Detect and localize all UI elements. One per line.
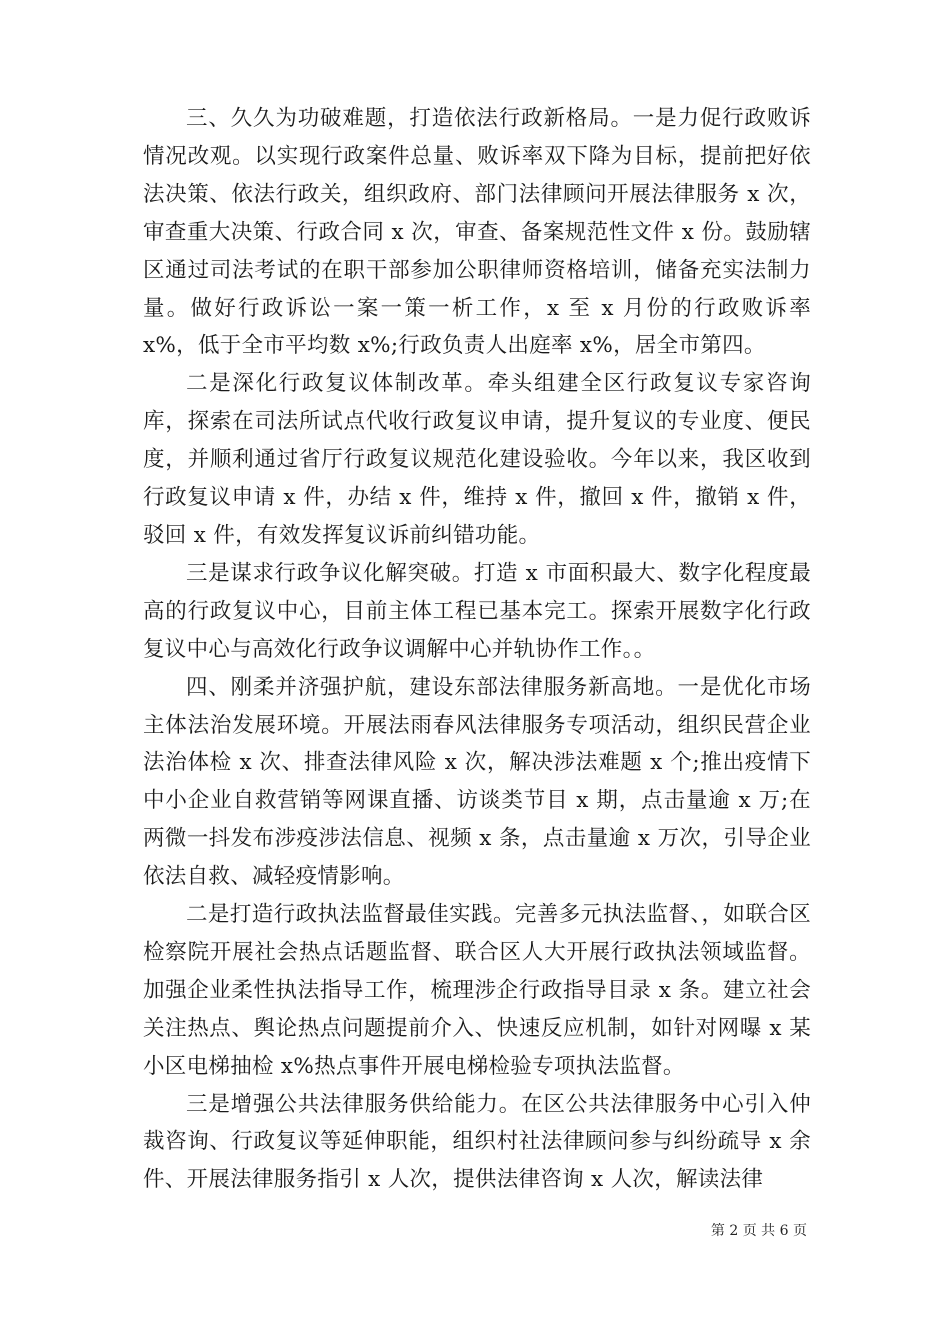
paragraph-6: 三是增强公共法律服务供给能力。在区公共法律服务中心引入仲裁咨询、行政复议等延伸职能，组织村社法律顾问参与纠纷疏导 x 余件、开展法律服务指引 x 人次，提供法律咨询 x 人次，解读法律	[143, 1091, 811, 1193]
paragraph-5: 二是打造行政执法监督最佳实践。完善多元执法监督、，如联合区检察院开展社会热点话题监督、联合区人大开展行政执法领域监督。加强企业柔性执法指导工作，梳理涉企行政指导目录 x 条。建立社会关注热点、舆论热点问题提前介入、快速反应机制，如针对网曝 x 某小区电梯抽检 x%热点事件开展电梯检验专项执法监督。	[143, 902, 811, 1079]
paragraph-2: 二是深化行政复议体制改革。牵头组建全区行政复议专家咨询库，探索在司法所试点代收行政复议申请，提升复议的专业度、便民度，并顺利通过省厅行政复议规范化建设验收。今年以来，我区收到行政复议申请 x 件，办结 x 件，维持 x 件，撤回 x 件，撤销 x 件，驳回 x 件，有效发挥复议诉前纠错功能。	[143, 371, 811, 548]
document-body	[143, 100, 811, 1199]
paragraph-4: 四、刚柔并济强护航，建设东部法律服务新高地。一是优化市场主体法治发展环境。开展法雨春风法律服务专项活动，组织民营企业法治体检 x 次、排查法律风险 x 次，解决涉法难题 x 个;推出疫情下中小企业自救营销等网课直播、访谈类节目 x 期，点击量逾 x 万;在两微一抖发布涉疫涉法信息、视频 x 条，点击量逾 x 万次，引导企业依法自救、减轻疫情影响。	[143, 674, 811, 890]
page-number-footer: 第 2 页 共 6 页	[710, 1223, 807, 1239]
paragraph-1: 三、久久为功破难题，打造依法行政新格局。一是力促行政败诉情况改观。以实现行政案件总量、败诉率双下降为目标，提前把好依法决策、依法行政关，组织政府、部门法律顾问开展法律服务 x 次，审查重大决策、行政合同 x 次，审查、备案规范性文件 x 份。鼓励辖区通过司法考试的在职干部参加公职律师资格培训，储备充实法制力量。做好行政诉讼一案一策一析工作，x 至 x 月份的行政败诉率 x%，低于全市平均数 x%;行政负责人出庭率 x%，居全市第四。	[143, 106, 811, 359]
paragraph-3: 三是谋求行政争议化解突破。打造 x 市面积最大、数字化程度最高的行政复议中心，目前主体工程已基本完工。探索开展数字化行政复议中心与高效化行政争议调解中心并轨协作工作。。	[143, 560, 811, 662]
